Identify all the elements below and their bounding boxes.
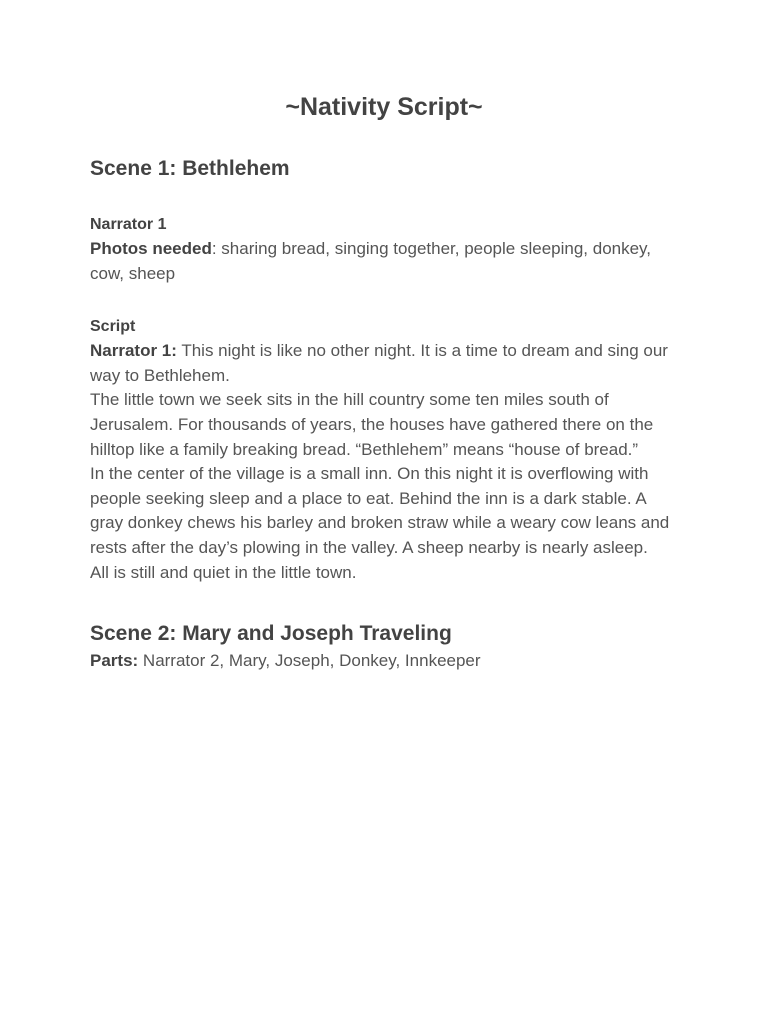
parts-label: Parts: xyxy=(90,651,139,671)
bethlehem-paragraph: The little town we seek sits in the hill country some ten miles south of Jerusalem. For thousands of years, the houses have gathered there on the hilltop like a family breaking bread. “Bethlehem” means “house of bread.” xyxy=(90,390,654,459)
document-title: ~Nativity Script~ xyxy=(285,93,483,121)
narrator-1-label: Narrator 1 xyxy=(90,216,167,233)
still-quiet-paragraph: All is still and quiet in the little town. xyxy=(90,562,357,582)
photos-needed-text: : sharing bread, singing together, people sleeping, donkey, cow, sheep xyxy=(90,239,652,283)
narrator-1-line-text: This night is like no other night. It is a time to dream and sing our way to Bethlehem. xyxy=(90,341,668,385)
scene-2-heading: Scene 2: Mary and Joseph Traveling xyxy=(90,622,452,646)
photos-needed-label: Photos needed xyxy=(90,239,212,258)
inn-paragraph: In the center of the village is a small inn. On this night it is overflowing with people seeking sleep and a place to eat. Behind the inn is a dark stable. A gray donkey chews his barley and broken straw while a weary cow leans and rests after the day’s plowing in the valley. A sheep nearby is nearly asleep. xyxy=(90,464,670,557)
scene-1-heading: Scene 1: Bethlehem xyxy=(90,157,290,180)
script-label: Script xyxy=(90,318,136,336)
photos-needed-paragraph xyxy=(90,237,678,286)
narrator-1-line xyxy=(90,339,678,388)
parts-text: Narrator 2, Mary, Joseph, Donkey, Innkeeper xyxy=(138,651,481,671)
parts-paragraph xyxy=(90,649,678,674)
narrator-1-line-label: Narrator 1: xyxy=(90,341,177,361)
